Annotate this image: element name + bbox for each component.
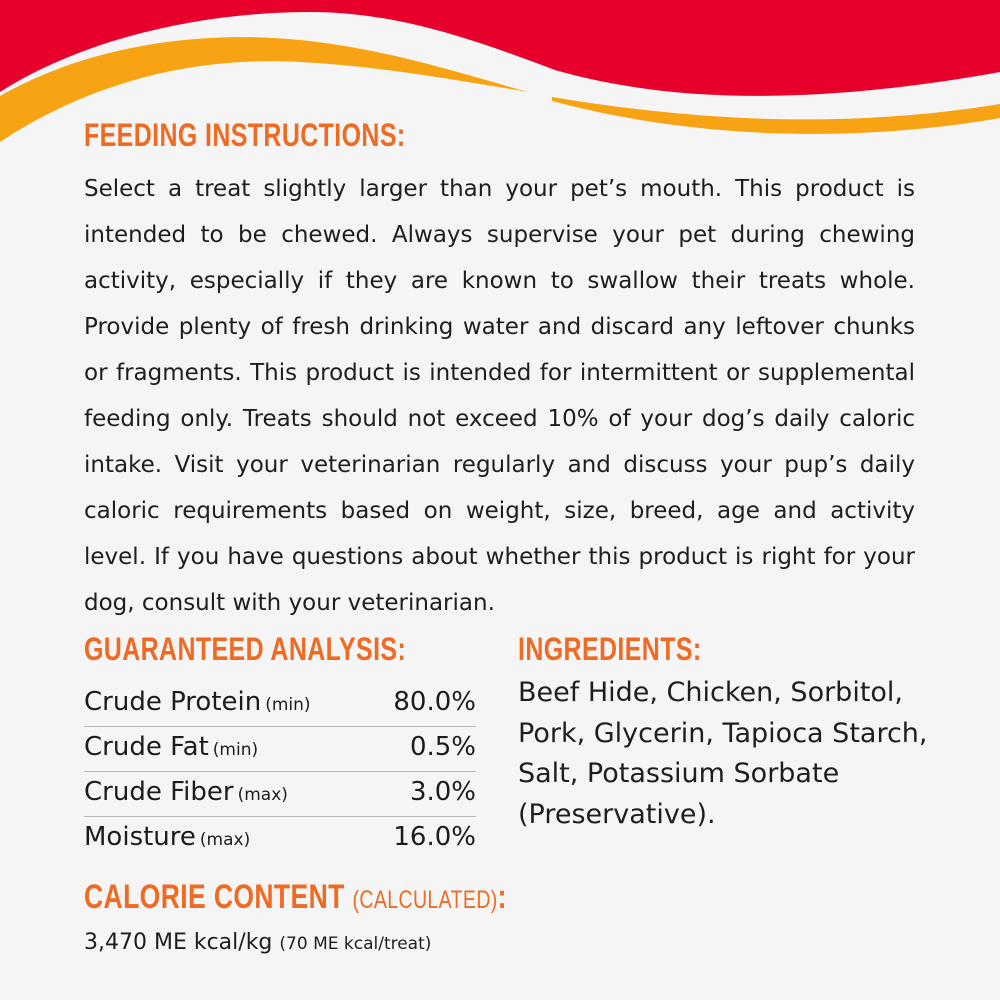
calorie-content-heading <box>84 878 507 917</box>
nutrient-name: Crude Protein <box>84 687 262 717</box>
calorie-colon: : <box>497 878 507 916</box>
ingredients-text: Beef Hide, Chicken, Sorbitol, Pork, Glycerin, Tapioca Starch, Salt, Potassium Sorbate (Preservative). <box>518 677 928 830</box>
nutrient-name: Crude Fat <box>84 732 209 762</box>
nutrient-value: 80.0% <box>393 687 476 717</box>
orange-wave-right <box>552 97 1000 134</box>
calorie-content-value <box>84 930 431 955</box>
nutrient-qualifier: (max) <box>199 830 251 850</box>
nutrient-value: 3.0% <box>409 777 476 807</box>
calorie-title: CALORIE CONTENT <box>84 878 345 916</box>
nutrient-name: Crude Fiber <box>84 777 234 807</box>
calorie-kcal-per-treat: (70 ME kcal/treat) <box>279 934 432 954</box>
analysis-row-fat <box>84 727 476 772</box>
nutrient-qualifier: (min) <box>212 740 259 760</box>
analysis-table <box>84 682 476 862</box>
nutrient-qualifier: (min) <box>265 695 311 715</box>
feeding-instructions-heading: FEEDING INSTRUCTIONS: <box>84 117 406 153</box>
nutrient-value: 0.5% <box>409 732 476 762</box>
nutrient-name: Moisture <box>84 822 196 852</box>
ingredients-heading: INGREDIENTS: <box>518 631 702 667</box>
guaranteed-analysis-heading: GUARANTEED ANALYSIS: <box>84 631 407 667</box>
analysis-row-fiber <box>84 772 476 817</box>
nutrient-qualifier: (max) <box>237 785 288 805</box>
nutrient-value: 16.0% <box>393 822 476 852</box>
calorie-subtitle: (CALCULATED) <box>352 886 498 914</box>
analysis-row-protein <box>84 682 476 727</box>
calorie-kcal-per-kg: 3,470 ME kcal/kg <box>84 930 273 955</box>
feeding-instructions-text: Select a treat slightly larger than your pet’s mouth. This product is intended to be chewed. Always supervise your pet during chewing activity, especially if they are known to swallow their treats whole. Provide plenty of fresh drinking water and discard any leftover chunks or fragments. This product is intended for intermittent or supplemental feeding only. Treats should not exceed 10% of your dog’s daily caloric intake. Visit your veterinarian regularly and discuss your pup’s daily caloric requirements based on weight, size, breed, age and activity level. If you have questions about whether this product is right for your dog, consult with your veterinarian. <box>84 176 915 616</box>
analysis-row-moisture <box>84 817 476 862</box>
